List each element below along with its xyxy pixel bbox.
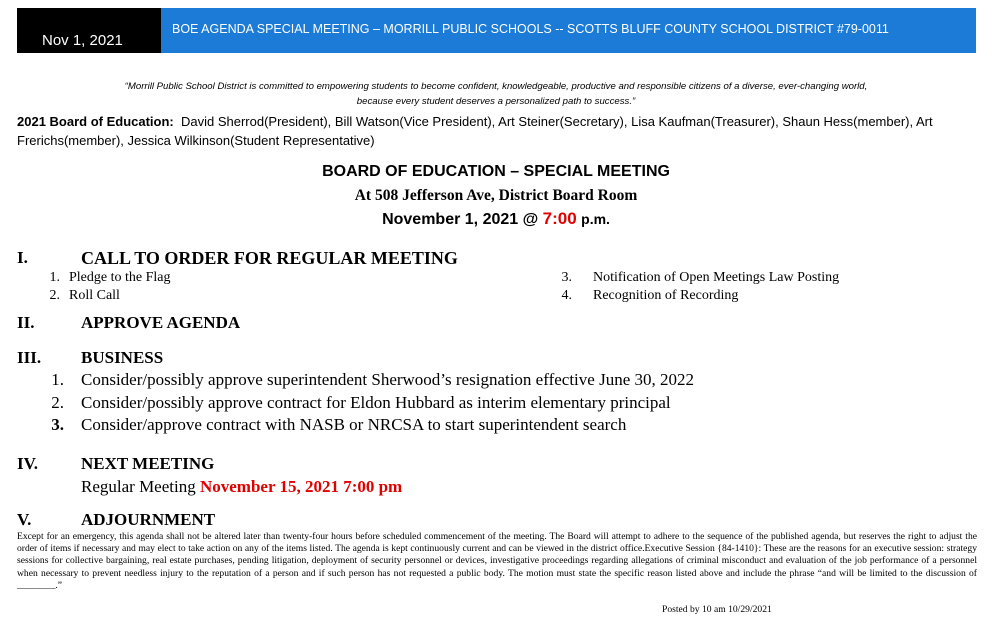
legal-notice: Except for an emergency, this agenda shall not be altered later than twenty-four hours before scheduled commencement of the meeting. The Board will attempt to adhere to the sequence of the published agenda, but reserves the right to adjust the order of items if necessary and may elect to take action on any of the items listed. The agenda is kept continuously current and can be viewed in the district office.Executive Session {84-1410}: These are the reasons for an executive session: strategy sessions for collective bargaining, real estate purchases, pending litigation, deployment of security personnel or devices, investigative proceedings regarding allegations of criminal misconduct and evaluation of the job performance of a personnel when necessary to prevent needless injury to the reputation of a person and if such person has not requested a public body. The motion must state the specific reason listed above and include the phrase “and will be limited to the discussion of ________.” [17,531,977,591]
mission-line-2: because every student deserves a personalized path to success.” [356,96,636,107]
item-text: Pledge to the Flag [69,270,171,285]
section-3-number: III. [17,348,42,367]
meeting-datetime [0,209,992,229]
next-meeting-label: Regular Meeting [81,477,196,496]
section-1-item [38,288,488,306]
board-label: 2021 Board of Education: [17,114,174,129]
section-2-title: APPROVE AGENDA [81,313,241,332]
section-1-title: CALL TO ORDER FOR REGULAR MEETING [81,248,458,268]
section-3-title: BUSINESS [81,348,164,367]
posted-notice: Posted by 10 am 10/29/2021 [662,604,772,615]
section-1-number: I. [17,248,28,267]
meeting-time: 7:00 [542,209,577,228]
section-1-item [38,270,488,288]
meeting-ampm: p.m. [581,211,610,227]
header-date: Nov 1, 2021 [17,8,161,53]
business-item [50,370,950,392]
section-1-item [550,288,970,306]
item-text: Consider/possibly approve superintendent Sherwood’s resignation effective June 30, 2022 [81,370,694,389]
section-4-title: NEXT MEETING [81,454,215,473]
item-number: 1. [51,370,64,389]
business-item [50,393,950,415]
meeting-date: November 1, 2021 @ [382,211,539,228]
item-number: 3. [561,270,572,285]
item-number: 4. [561,288,572,303]
section-4-number: IV. [17,454,38,473]
business-item [50,415,950,437]
section-5-number: V. [17,510,32,529]
section-1-item [550,270,970,288]
board-of-education [17,112,937,150]
item-number: 1. [49,270,60,285]
mission-line-1: “Morrill Public School District is committed to empowering students to become confident, knowledgeable, productive and responsible citizens of a diverse, ever-changing world, [124,81,868,92]
item-text: Recognition of Recording [593,288,739,303]
meeting-location: At 508 Jefferson Ave, District Board Room [354,187,638,204]
item-number: 2. [51,393,64,412]
section-2-number: II. [17,313,35,332]
next-meeting-date: November 15, 2021 7:00 pm [199,477,403,496]
item-text: Notification of Open Meetings Law Posting [593,270,840,285]
next-meeting-line [81,477,402,497]
header-title: BOE AGENDA SPECIAL MEETING – MORRILL PUBLIC SCHOOLS -- SCOTTS BLUFF COUNTY SCHOOL DISTRICT #79-0011 [161,8,976,53]
board-members: David Sherrod(President), Bill Watson(Vice President), Art Steiner(Secretary), Lisa Kaufman(Treasurer), Shaun Hess(member), Art Frerichs(member), Jessica Wilkinson(Student Representative) [17,114,933,148]
mission-statement [40,79,952,109]
meeting-title: BOARD OF EDUCATION – SPECIAL MEETING [322,163,670,180]
section-5-title: ADJOURNMENT [81,510,216,529]
item-number: 2. [49,288,60,303]
item-text: Consider/possibly approve contract for Eldon Hubbard as interim elementary principal [81,393,671,412]
item-number: 3. [51,415,64,434]
item-text: Roll Call [69,288,120,303]
item-text: Consider/approve contract with NASB or NRCSA to start superintendent search [81,415,627,434]
